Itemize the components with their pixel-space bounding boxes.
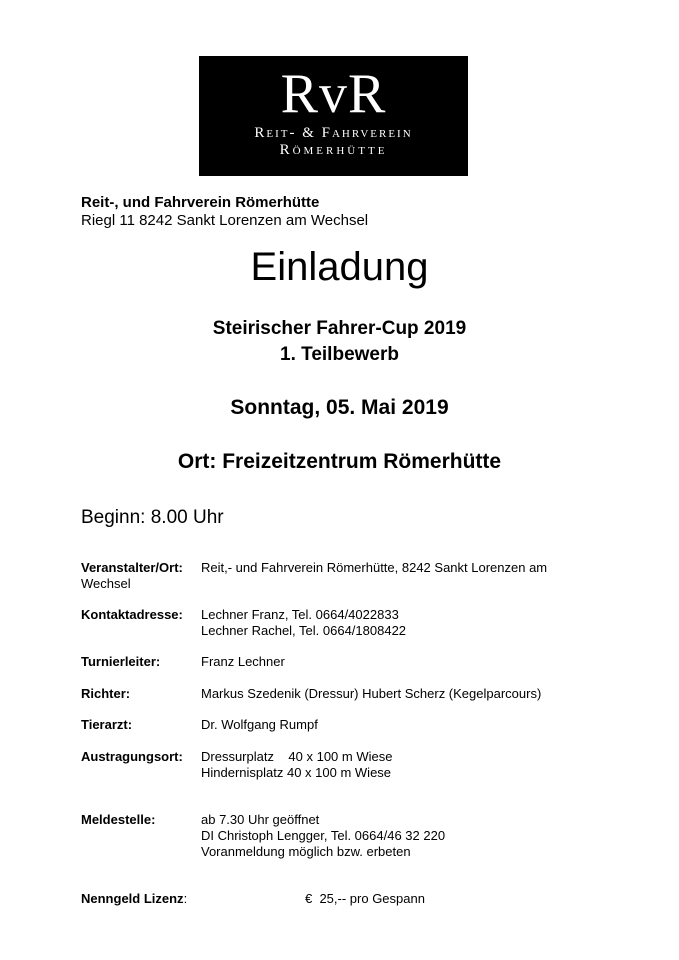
logo-text-line1: Reit- & Fahrverein bbox=[254, 125, 413, 141]
value-austragungsort-2: Hindernisplatz 40 x 100 m Wiese bbox=[201, 765, 392, 780]
value-kontakt-1: Lechner Franz, Tel. 0664/4022833 bbox=[201, 607, 399, 622]
label-turnierleiter: Turnierleiter: bbox=[81, 654, 161, 669]
label-meldestelle: Meldestelle: bbox=[81, 812, 156, 827]
value-veranstalter: Reit,- und Fahrverein Römerhütte, 8242 Sankt Lorenzen am bbox=[201, 560, 548, 575]
value-tierarzt: Dr. Wolfgang Rumpf bbox=[201, 717, 318, 732]
value-veranstalter-cont: Wechsel bbox=[81, 576, 131, 591]
event-date: Sonntag, 05. Mai 2019 bbox=[230, 396, 449, 419]
logo-monogram: RvR bbox=[280, 63, 387, 125]
label-kontakt: Kontaktadresse: bbox=[81, 607, 183, 622]
label-nenngeld-text: Nenngeld Lizenz bbox=[81, 891, 184, 906]
label-austragungsort: Austragungsort: bbox=[81, 749, 183, 764]
label-nenngeld-colon: : bbox=[183, 891, 188, 906]
event-round: 1. Teilbewerb bbox=[280, 344, 399, 365]
value-turnierleiter: Franz Lechner bbox=[201, 654, 285, 669]
label-nenngeld bbox=[81, 891, 187, 907]
value-richter: Markus Szedenik (Dressur) Hubert Scherz (Kegelparcours) bbox=[201, 686, 542, 701]
value-nenngeld: € 25,-- pro Gespann bbox=[305, 891, 425, 906]
label-richter: Richter: bbox=[81, 686, 131, 701]
event-location: Ort: Freizeitzentrum Römerhütte bbox=[177, 450, 502, 473]
value-austragungsort-1: Dressurplatz 40 x 100 m Wiese bbox=[201, 749, 393, 764]
club-logo bbox=[199, 56, 468, 176]
document-title: Einladung bbox=[250, 245, 429, 289]
label-tierarzt: Tierarzt: bbox=[81, 717, 133, 732]
value-meldestelle-2: DI Christoph Lengger, Tel. 0664/46 32 220 bbox=[201, 828, 446, 843]
label-veranstalter: Veranstalter/Ort: bbox=[81, 560, 183, 575]
event-name: Steirischer Fahrer-Cup 2019 bbox=[212, 318, 467, 339]
start-time: Beginn: 8.00 Uhr bbox=[81, 507, 224, 528]
value-meldestelle-1: ab 7.30 Uhr geöffnet bbox=[201, 812, 320, 827]
value-meldestelle-3: Voranmeldung möglich bzw. erbeten bbox=[201, 844, 411, 859]
organization-name: Reit-, und Fahrverein Römerhütte bbox=[81, 194, 320, 211]
organization-address: Riegl 11 8242 Sankt Lorenzen am Wechsel bbox=[81, 212, 369, 229]
value-kontakt-2: Lechner Rachel, Tel. 0664/1808422 bbox=[201, 623, 407, 638]
logo-text-line2: Römerhütte bbox=[279, 142, 388, 158]
